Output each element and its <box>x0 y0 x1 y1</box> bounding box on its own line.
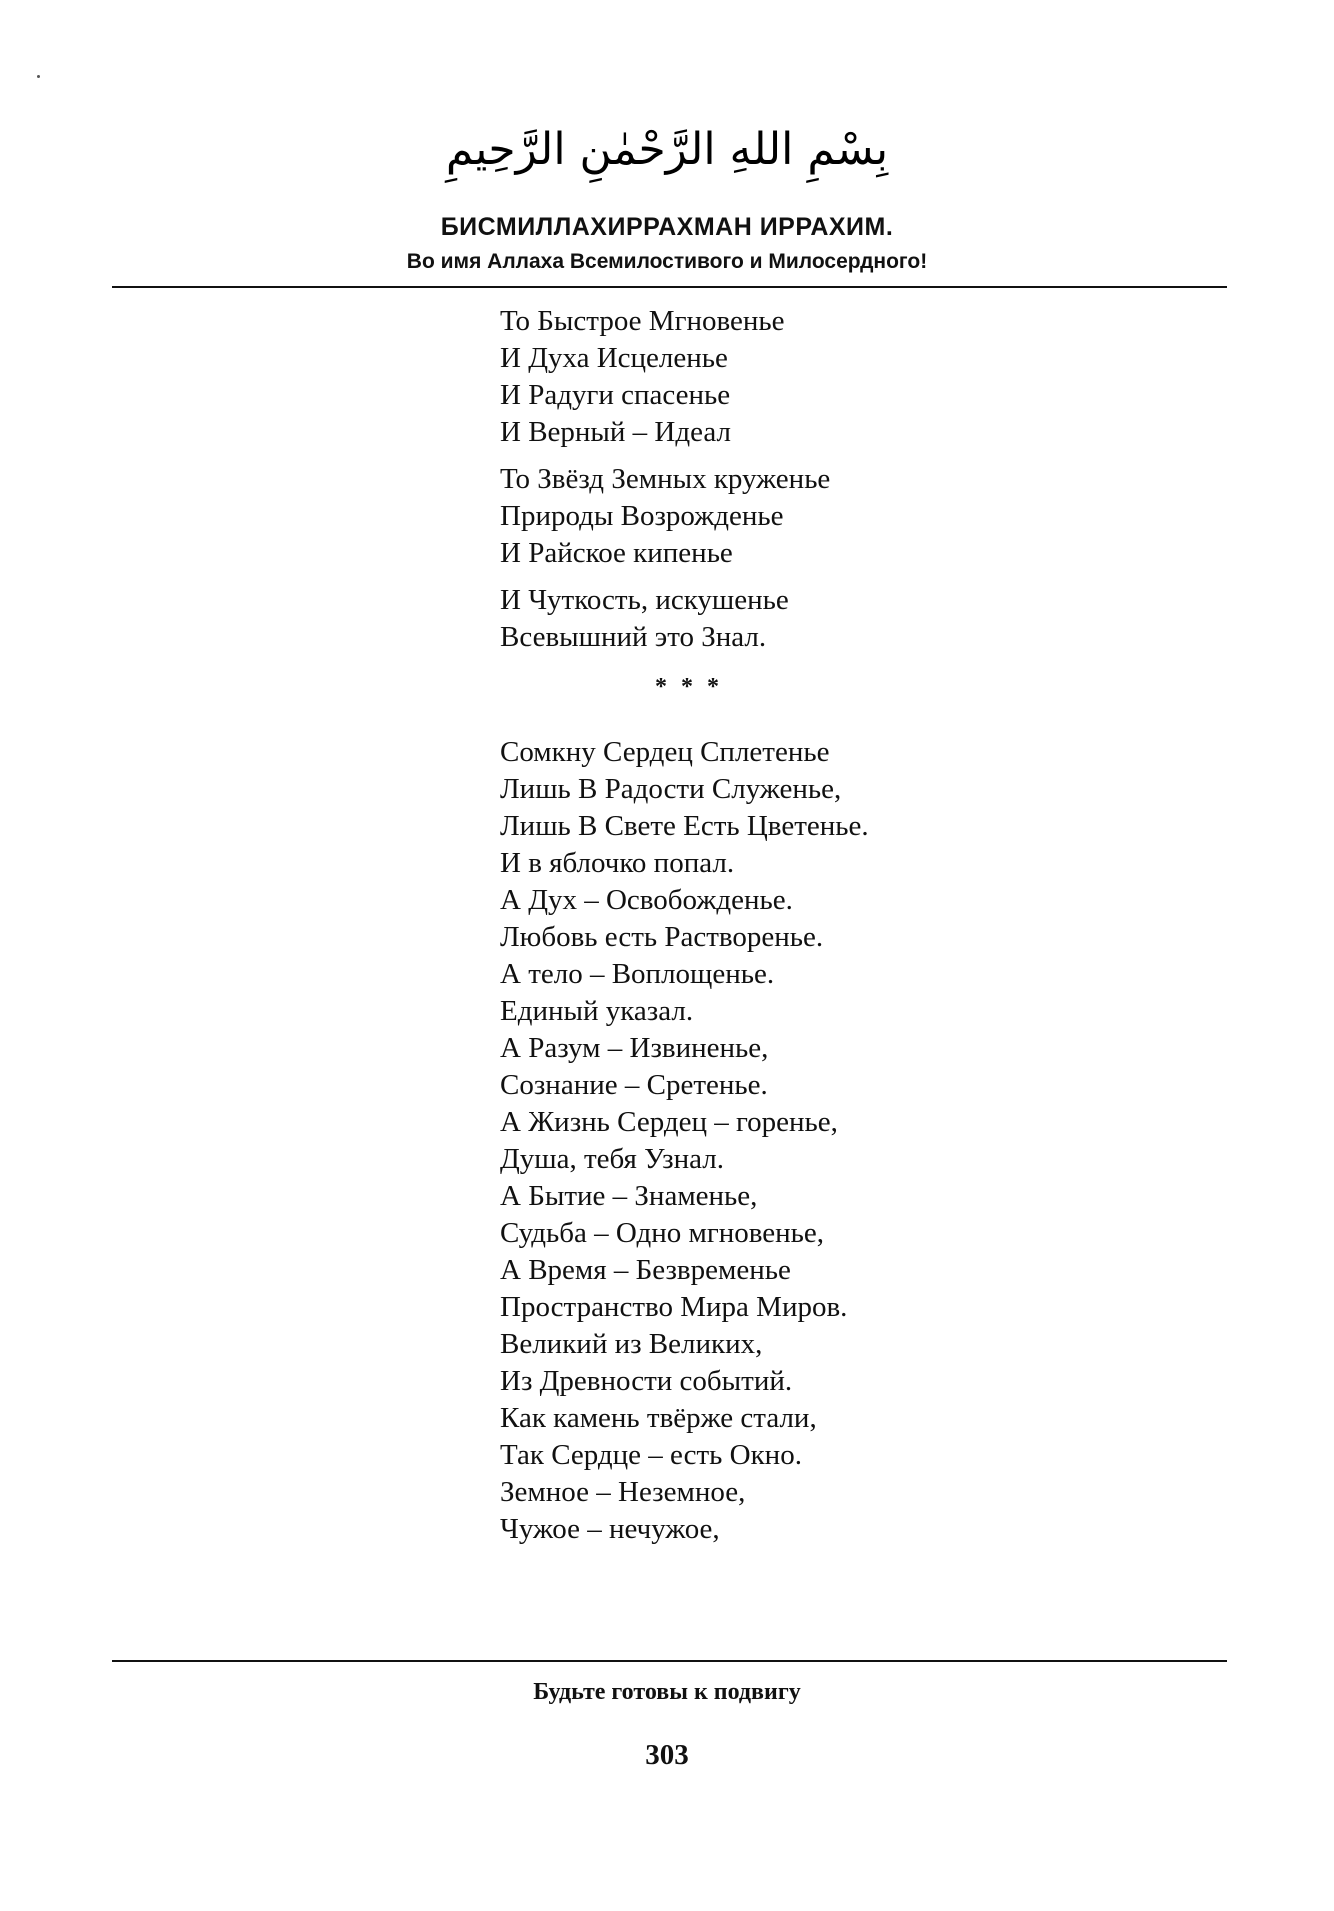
poem-line: Судьба – Одно мгновенье, <box>500 1217 825 1249</box>
scan-speck <box>37 75 40 78</box>
poem-line: И Чуткость, искушенье <box>500 584 789 616</box>
basmala-calligraphy: بِسْمِ اللهِ الرَّحْمٰنِ الرَّحِيمِ <box>445 124 889 175</box>
poem-line: А Разум – Извиненье, <box>500 1032 769 1064</box>
header-subtitle: Во имя Аллаха Всемилостивого и Милосердного! <box>406 250 928 273</box>
poem-line: Всевышний это Знал. <box>500 621 767 653</box>
header-title: БИСМИЛЛАХИРРАХМАН ИРРАХИМ. <box>440 213 894 241</box>
separator-gap <box>500 706 1100 734</box>
poem-line: Чужое – нечужое, <box>500 1513 720 1545</box>
poem-line: И Верный – Идеал <box>500 416 731 448</box>
asterism-separator: * * * <box>655 674 723 700</box>
poem-line: То Звёзд Земных круженье <box>500 463 831 495</box>
poem-line: Сознание – Сретенье. <box>500 1069 768 1101</box>
stanza-gap <box>500 572 1100 582</box>
poem-line: Лишь В Радости Служенье, <box>500 773 842 805</box>
footer-rule <box>112 1660 1227 1662</box>
poem-line: Великий из Великих, <box>500 1328 763 1360</box>
poem-line: И Духа Исцеленье <box>500 342 728 374</box>
poem-line: То Быстрое Мгновенье <box>500 305 785 337</box>
poem-line: И в яблочко попал. <box>500 847 735 879</box>
poem-text <box>500 303 1100 1548</box>
poem-line: Единый указал. <box>500 995 694 1027</box>
poem-line: Любовь есть Растворенье. <box>500 921 824 953</box>
running-footer-title: Будьте готовы к подвигу <box>533 1679 801 1705</box>
stanza-gap <box>500 451 1100 461</box>
poem-line: А Бытие – Знаменье, <box>500 1180 758 1212</box>
poem-line: Лишь В Свете Есть Цветенье. <box>500 810 869 842</box>
poem-line: И Райское кипенье <box>500 537 733 569</box>
header-rule <box>112 286 1227 288</box>
poem-line: Из Древности событий. <box>500 1365 793 1397</box>
poem-line: Сомкну Сердец Сплетенье <box>500 736 830 768</box>
separator-gap <box>500 656 1100 669</box>
poem-line: Душа, тебя Узнал. <box>500 1143 724 1175</box>
page-number: 303 <box>645 1739 689 1771</box>
poem-line: Земное – Неземное, <box>500 1476 746 1508</box>
poem-line: А Время – Безвременье <box>500 1254 791 1286</box>
poem-line: А Жизнь Сердец – горенье, <box>500 1106 838 1138</box>
poem-line: Так Сердце – есть Окно. <box>500 1439 802 1471</box>
poem-line: И Радуги спасенье <box>500 379 731 411</box>
poem-line: А Дух – Освобожденье. <box>500 884 793 916</box>
poem-line: Пространство Мира Миров. <box>500 1291 848 1323</box>
poem-line: А тело – Воплощенье. <box>500 958 775 990</box>
poem-line: Природы Возрожденье <box>500 500 784 532</box>
poem-line: Как камень твёрже стали, <box>500 1402 817 1434</box>
